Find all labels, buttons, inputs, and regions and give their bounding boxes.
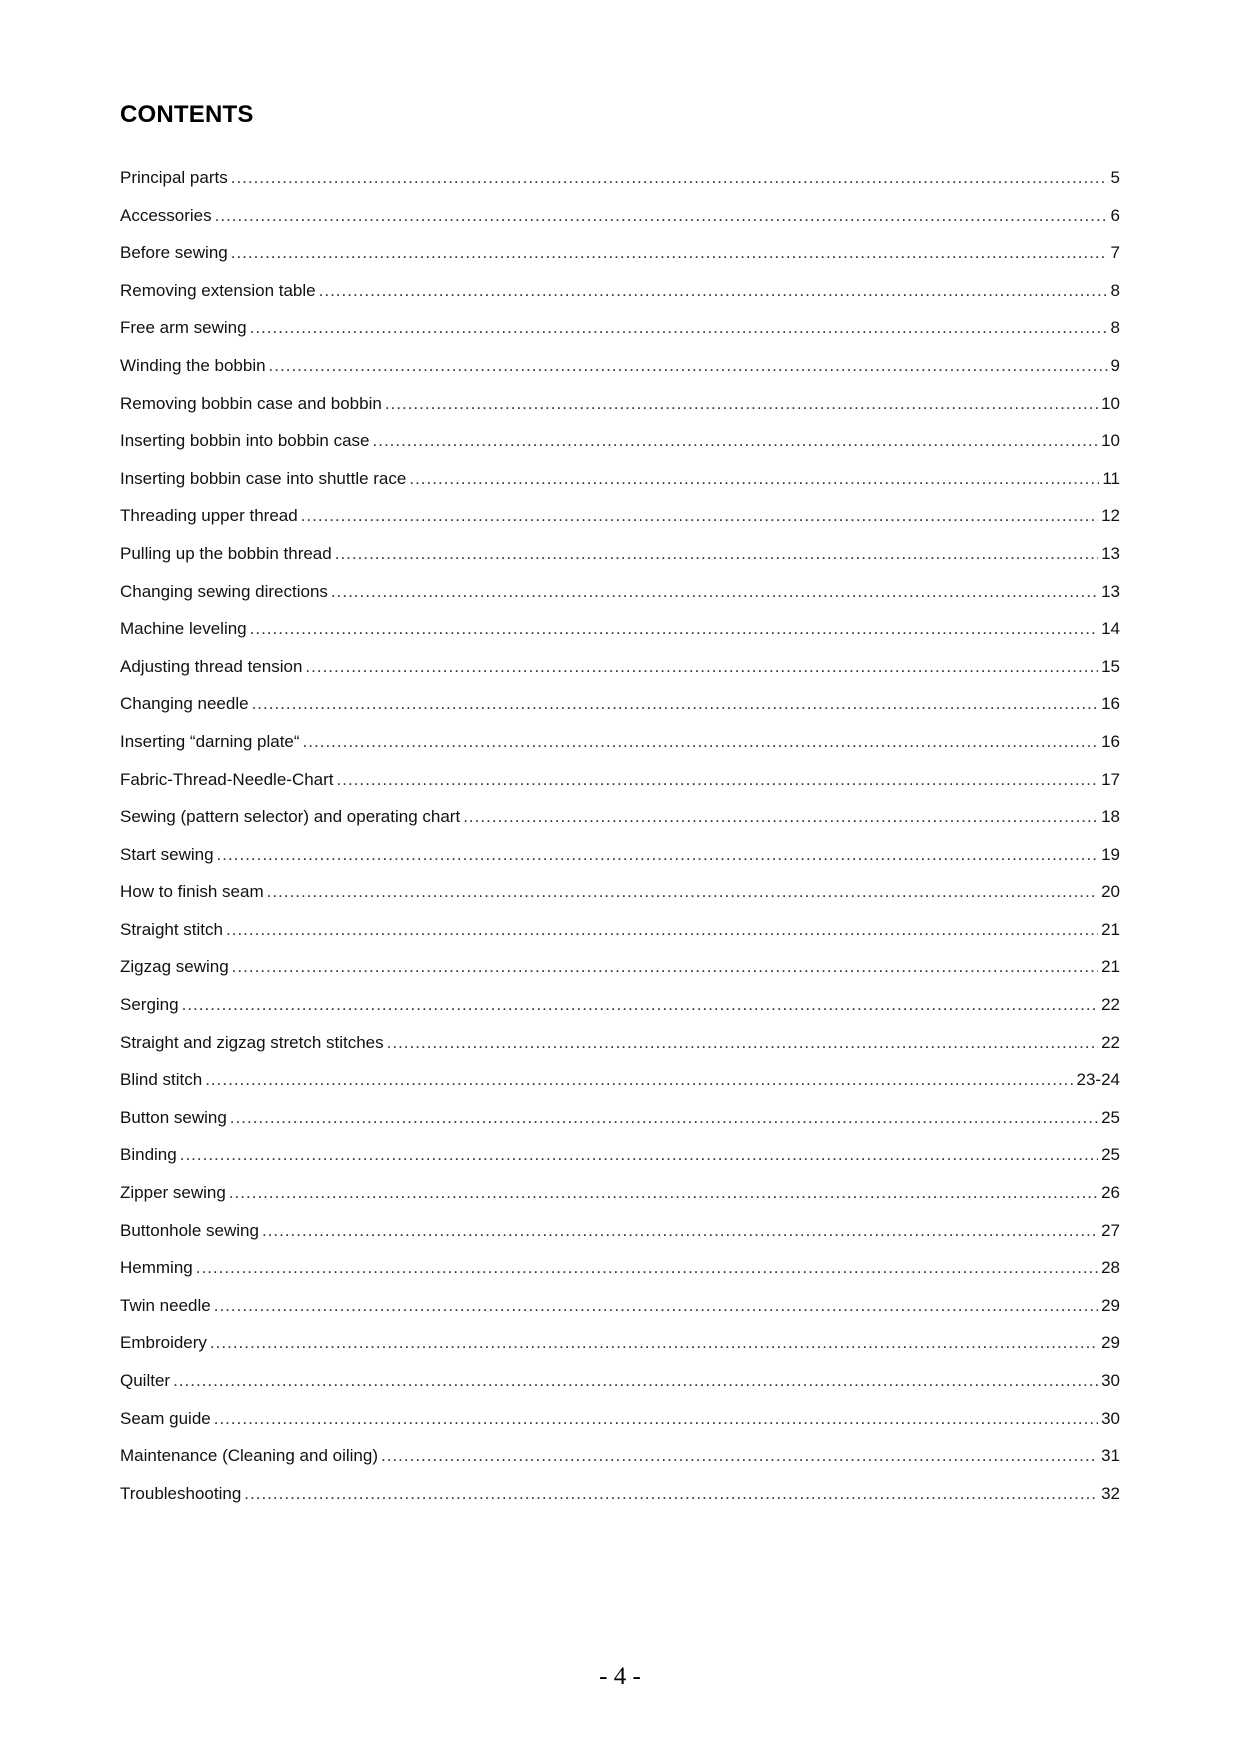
toc-entry-label: Quilter bbox=[120, 1371, 171, 1390]
toc-entry-label: Inserting bobbin case into shuttle race bbox=[120, 468, 407, 488]
toc-entry-page: 16 bbox=[1101, 731, 1120, 751]
toc-entry bbox=[120, 952, 1120, 990]
dot-leader bbox=[301, 501, 1098, 531]
toc-entry-label: Fabric-Thread-Needle-Chart bbox=[120, 769, 334, 789]
toc-entry-label: Free arm sewing bbox=[120, 318, 247, 338]
toc-entry bbox=[120, 577, 1120, 615]
toc-entry-page: 25 bbox=[1101, 1107, 1120, 1127]
toc-entry-label: Serging bbox=[120, 995, 179, 1015]
toc-entry-label: Inserting bobbin into bobbin case bbox=[120, 431, 370, 451]
toc-entry-label: Winding the bobbin bbox=[120, 355, 266, 375]
toc-entry bbox=[120, 501, 1120, 539]
toc-entry-page: 21 bbox=[1101, 919, 1120, 939]
dot-leader bbox=[182, 990, 1098, 1020]
dot-leader bbox=[180, 1140, 1098, 1170]
dot-leader bbox=[305, 652, 1098, 682]
toc-entry bbox=[120, 1028, 1120, 1066]
toc-entry bbox=[120, 313, 1120, 351]
toc-entry bbox=[120, 1065, 1120, 1103]
toc-entry bbox=[120, 464, 1120, 502]
toc-entry-page: 25 bbox=[1101, 1145, 1120, 1165]
toc-entry bbox=[120, 276, 1120, 314]
dot-leader bbox=[319, 276, 1108, 306]
toc-entry-page: 29 bbox=[1101, 1333, 1120, 1353]
toc-entry bbox=[120, 351, 1120, 389]
toc-entry-page: 28 bbox=[1101, 1258, 1120, 1278]
page-number: - 4 - bbox=[599, 1663, 641, 1690]
toc-entry-page: 11 bbox=[1102, 468, 1120, 488]
dot-leader bbox=[244, 1479, 1098, 1509]
toc-entry bbox=[120, 1140, 1120, 1178]
toc-entry-page: 10 bbox=[1101, 393, 1120, 413]
table-of-contents bbox=[120, 163, 1120, 1516]
toc-entry-page: 13 bbox=[1101, 581, 1120, 601]
toc-entry-label: Binding bbox=[120, 1145, 177, 1165]
toc-entry-label: Changing sewing directions bbox=[120, 581, 328, 601]
toc-entry-page: 30 bbox=[1101, 1408, 1120, 1428]
contents-heading: CONTENTS bbox=[120, 101, 254, 128]
toc-entry-page: 12 bbox=[1101, 506, 1120, 526]
dot-leader bbox=[303, 727, 1099, 757]
dot-leader bbox=[409, 464, 1099, 494]
toc-entry bbox=[120, 1479, 1120, 1517]
toc-entry bbox=[120, 1253, 1120, 1291]
dot-leader bbox=[173, 1366, 1098, 1396]
toc-entry bbox=[120, 539, 1120, 577]
toc-entry bbox=[120, 614, 1120, 652]
dot-leader bbox=[331, 577, 1098, 607]
dot-leader bbox=[215, 201, 1108, 231]
dot-leader bbox=[229, 1178, 1098, 1208]
dot-leader bbox=[230, 1103, 1098, 1133]
toc-entry-label: Pulling up the bobbin thread bbox=[120, 543, 332, 563]
dot-leader bbox=[250, 313, 1108, 343]
toc-entry bbox=[120, 1216, 1120, 1254]
toc-entry-label: Hemming bbox=[120, 1258, 193, 1278]
toc-entry-page: 6 bbox=[1110, 205, 1120, 225]
toc-entry bbox=[120, 802, 1120, 840]
dot-leader bbox=[250, 614, 1098, 644]
toc-entry-label: Blind stitch bbox=[120, 1070, 203, 1090]
dot-leader bbox=[214, 1404, 1098, 1434]
dot-leader bbox=[262, 1216, 1098, 1246]
dot-leader bbox=[269, 351, 1108, 381]
toc-entry-label: Twin needle bbox=[120, 1295, 211, 1315]
toc-entry bbox=[120, 689, 1120, 727]
toc-entry bbox=[120, 1366, 1120, 1404]
toc-entry-page: 30 bbox=[1101, 1371, 1120, 1390]
toc-entry bbox=[120, 201, 1120, 239]
dot-leader bbox=[232, 952, 1098, 982]
toc-entry-page: 26 bbox=[1101, 1183, 1120, 1203]
dot-leader bbox=[337, 765, 1099, 795]
toc-entry bbox=[120, 163, 1120, 201]
toc-entry-label: Accessories bbox=[120, 205, 212, 225]
dot-leader bbox=[196, 1253, 1098, 1283]
toc-entry-label: Sewing (pattern selector) and operating chart bbox=[120, 807, 461, 827]
toc-entry-page: 22 bbox=[1101, 995, 1120, 1015]
dot-leader bbox=[217, 840, 1099, 870]
toc-entry bbox=[120, 990, 1120, 1028]
toc-entry bbox=[120, 1404, 1120, 1442]
toc-entry bbox=[120, 915, 1120, 953]
toc-entry-label: Button sewing bbox=[120, 1107, 227, 1127]
toc-entry-label: Before sewing bbox=[120, 243, 228, 263]
toc-entry-page: 10 bbox=[1101, 431, 1120, 451]
toc-entry-page: 21 bbox=[1101, 957, 1120, 977]
toc-entry-page: 14 bbox=[1101, 619, 1120, 639]
toc-entry bbox=[120, 238, 1120, 276]
toc-entry-page: 8 bbox=[1110, 318, 1120, 338]
dot-leader bbox=[385, 389, 1098, 419]
toc-entry-page: 13 bbox=[1101, 543, 1120, 563]
dot-leader bbox=[387, 1028, 1098, 1058]
toc-entry-page: 8 bbox=[1110, 280, 1120, 300]
toc-entry bbox=[120, 1291, 1120, 1329]
toc-entry-label: Embroidery bbox=[120, 1333, 207, 1353]
toc-entry-label: Adjusting thread tension bbox=[120, 656, 303, 676]
toc-entry-page: 16 bbox=[1101, 694, 1120, 714]
dot-leader bbox=[373, 426, 1099, 456]
toc-entry-label: Seam guide bbox=[120, 1408, 211, 1428]
toc-entry-page: 22 bbox=[1101, 1032, 1120, 1052]
dot-leader bbox=[381, 1441, 1098, 1471]
toc-entry-page: 32 bbox=[1101, 1483, 1120, 1503]
toc-entry-label: Straight stitch bbox=[120, 919, 223, 939]
toc-entry-page: 5 bbox=[1110, 168, 1120, 187]
dot-leader bbox=[231, 163, 1108, 193]
toc-entry bbox=[120, 1441, 1120, 1479]
toc-entry-page: 19 bbox=[1101, 844, 1120, 864]
toc-entry bbox=[120, 840, 1120, 878]
toc-entry-label: Principal parts bbox=[120, 168, 228, 187]
toc-entry-page: 18 bbox=[1101, 807, 1120, 827]
dot-leader bbox=[214, 1291, 1098, 1321]
toc-entry-page: 23-24 bbox=[1076, 1070, 1120, 1090]
toc-entry-label: Troubleshooting bbox=[120, 1483, 242, 1503]
toc-entry-label: Removing extension table bbox=[120, 280, 316, 300]
dot-leader bbox=[335, 539, 1098, 569]
toc-entry-label: How to finish seam bbox=[120, 882, 264, 902]
toc-entry bbox=[120, 389, 1120, 427]
toc-entry-label: Machine leveling bbox=[120, 619, 247, 639]
dot-leader bbox=[463, 802, 1098, 832]
toc-entry-page: 29 bbox=[1101, 1295, 1120, 1315]
toc-entry-label: Maintenance (Cleaning and oiling) bbox=[120, 1446, 378, 1466]
toc-entry bbox=[120, 765, 1120, 803]
toc-entry-label: Straight and zigzag stretch stitches bbox=[120, 1032, 384, 1052]
toc-entry-label: Buttonhole sewing bbox=[120, 1220, 259, 1240]
toc-entry-label: Removing bobbin case and bobbin bbox=[120, 393, 382, 413]
dot-leader bbox=[267, 877, 1098, 907]
dot-leader bbox=[252, 689, 1099, 719]
dot-leader bbox=[226, 915, 1098, 945]
toc-entry bbox=[120, 1328, 1120, 1366]
toc-entry-label: Zipper sewing bbox=[120, 1183, 226, 1203]
toc-entry-page: 17 bbox=[1101, 769, 1120, 789]
dot-leader bbox=[205, 1065, 1073, 1095]
toc-entry-label: Inserting “darning plate“ bbox=[120, 731, 300, 751]
toc-entry bbox=[120, 877, 1120, 915]
toc-entry-page: 27 bbox=[1101, 1220, 1120, 1240]
toc-entry-label: Threading upper thread bbox=[120, 506, 298, 526]
toc-entry-page: 9 bbox=[1110, 355, 1120, 375]
toc-entry-label: Changing needle bbox=[120, 694, 249, 714]
toc-entry bbox=[120, 426, 1120, 464]
toc-entry-page: 20 bbox=[1101, 882, 1120, 902]
toc-entry-page: 7 bbox=[1110, 243, 1120, 263]
toc-entry-label: Zigzag sewing bbox=[120, 957, 229, 977]
toc-entry bbox=[120, 652, 1120, 690]
toc-entry-page: 31 bbox=[1101, 1446, 1120, 1466]
toc-entry bbox=[120, 1178, 1120, 1216]
toc-entry bbox=[120, 727, 1120, 765]
dot-leader bbox=[210, 1328, 1098, 1358]
dot-leader bbox=[231, 238, 1108, 268]
toc-entry bbox=[120, 1103, 1120, 1141]
toc-entry-label: Start sewing bbox=[120, 844, 214, 864]
toc-entry-page: 15 bbox=[1101, 656, 1120, 676]
